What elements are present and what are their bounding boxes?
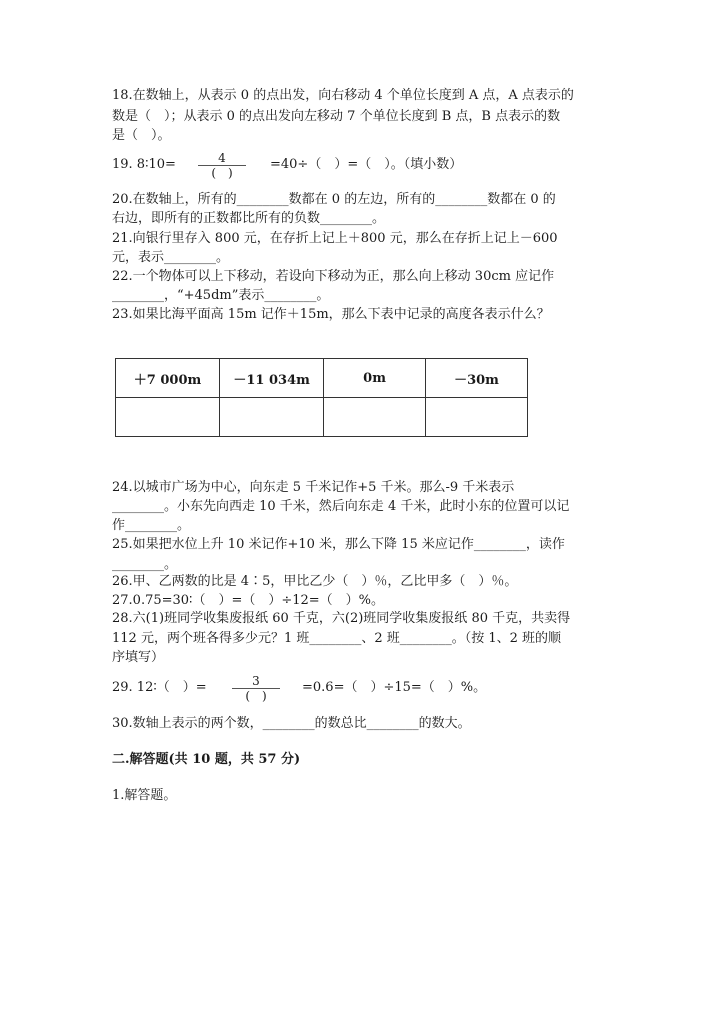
question-20-line-1: 20.在数轴上，所有的________数都在 0 的左边，所有的________数都在 0 的 [112, 192, 556, 207]
table-answer-cell[interactable] [426, 398, 528, 437]
question-21-line-2: 元，表示________。 [112, 250, 230, 265]
question-27: 27.0.75=30∶（ ）=（ ）÷12=（ ）%。 [112, 593, 385, 608]
fraction-numerator: 3 [252, 674, 260, 688]
question-20-line-2: 右边，即所有的正数都比所有的负数________。 [112, 211, 386, 226]
question-26: 26.甲、乙两数的比是 4∶5，甲比乙少（ ）％，乙比甲多（ ）％。 [112, 574, 518, 589]
section-2-title: 二.解答题(共 10 题，共 57 分) [112, 752, 301, 767]
question-19-right: =40÷（ ）=（ ）。（填小数） [270, 157, 463, 172]
question-18-line-2: 数是（ ）；从表示 0 的点出发向左移动 7 个单位长度到 B 点，B 点表示的数 [112, 109, 561, 124]
fraction-denominator: ( ) [245, 689, 267, 703]
question-18-line-1: 18.在数轴上，从表示 0 的点出发，向右移动 4 个单位长度到 A 点，A 点表示的 [112, 88, 574, 103]
question-21-line-1: 21.向银行里存入 800 元，在存折上记上＋800 元，那么在存折上记上－600 [112, 231, 558, 246]
fraction-numerator: 4 [218, 151, 226, 165]
table-answer-cell[interactable] [116, 398, 220, 437]
question-19-left: 19. 8∶10= [112, 157, 176, 172]
table-answer-row [116, 398, 528, 437]
fraction-denominator: ( ) [211, 166, 233, 180]
question-22-line-2: ________，“+45dm”表示________。 [112, 288, 330, 303]
question-24-line-2: ________。小东先向西走 10 千米，然后向东走 4 千米，此时小东的位置可以记 [112, 499, 570, 514]
question-28-line-2: 112 元，两个班各得多少元？1 班________、2 班________。（按 1、2 班的顺 [112, 631, 562, 646]
table-answer-cell[interactable] [324, 398, 426, 437]
table-header-row [116, 359, 528, 398]
table-header-cell: 0m [324, 359, 426, 398]
question-28-line-1: 28.六(1)班同学收集废报纸 60 千克，六(2)班同学收集废报纸 80 千克，共卖得 [112, 611, 571, 626]
question-30: 30.数轴上表示的两个数，________的数总比________的数大。 [112, 716, 471, 731]
table-header-cell: ＋7 000m [116, 359, 220, 398]
question-18-line-3: 是（ ）。 [112, 128, 171, 143]
question-28-line-3: 序填写） [112, 650, 165, 665]
question-25-line-2: ________。 [112, 557, 178, 572]
question-22-line-1: 22.一个物体可以上下移动，若设向下移动为正，那么向上移动 30cm 应记作 [112, 269, 555, 284]
question-23: 23.如果比海平面高 15m 记作＋15m，那么下表中记录的高度各表示什么？ [112, 307, 550, 322]
table-header-cell: －30m [426, 359, 528, 398]
question-24-line-1: 24.以城市广场为中心，向东走 5 千米记作+5 千米。那么-9 千米表示 [112, 480, 515, 495]
table-header-cell: －11 034m [220, 359, 324, 398]
question-24-line-3: 作________。 [112, 518, 191, 533]
question-19-fraction [194, 151, 250, 180]
heights-table [115, 358, 528, 437]
question-29-right: =0.6=（ ）÷15=（ ）%。 [302, 680, 487, 695]
section-2-item-1: 1.解答题。 [112, 788, 177, 803]
question-29-fraction [228, 674, 284, 703]
question-29-left: 29. 12∶（ ）= [112, 680, 207, 695]
question-25-line-1: 25.如果把水位上升 10 米记作+10 米，那么下降 15 米应记作________，读作 [112, 537, 565, 552]
table-answer-cell[interactable] [220, 398, 324, 437]
